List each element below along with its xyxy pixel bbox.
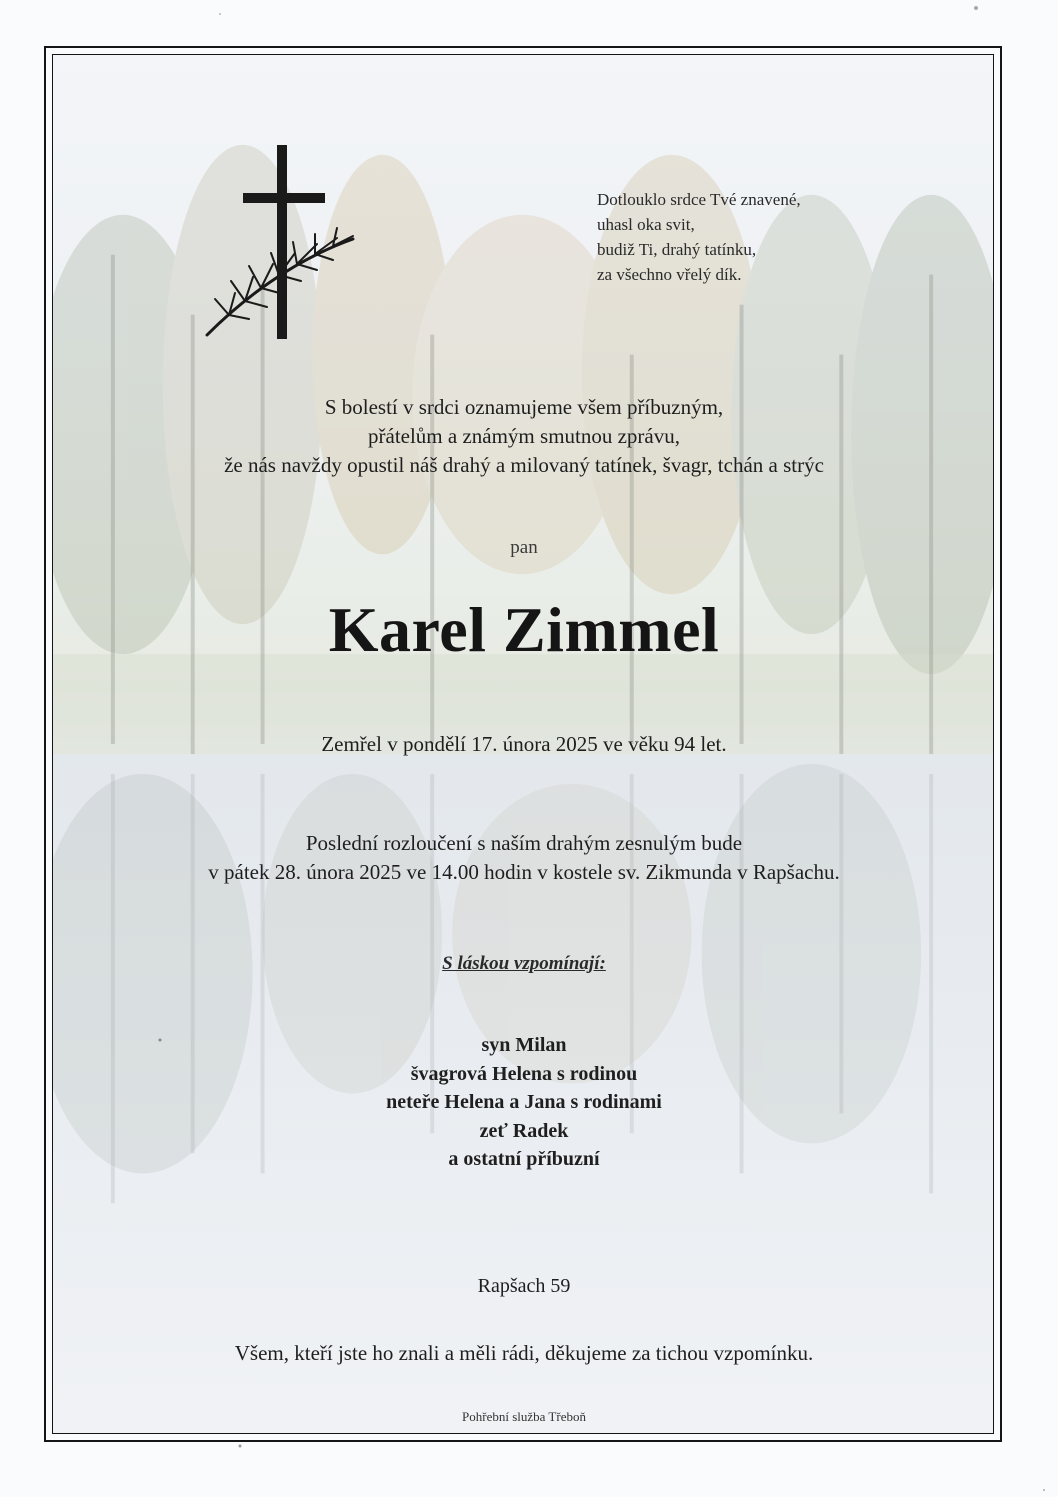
mourners-list bbox=[53, 1031, 994, 1174]
cross-with-palm bbox=[201, 141, 361, 351]
mourner-item: zeť Radek bbox=[479, 1119, 569, 1142]
thanks-text: Všem, kteří jste ho znali a měli rádi, děkujeme za tichou vzpomínku. bbox=[234, 1341, 814, 1365]
death-notice: Zemřel v pondělí 17. února 2025 ve věku 94 let. bbox=[321, 732, 727, 756]
announcement-line: přátelům a známým smutnou zprávu, bbox=[368, 424, 680, 448]
verse-line: Dotlouklo srdce Tvé znavené, bbox=[597, 190, 801, 209]
mourner-item: švagrová Helena s rodinou bbox=[410, 1062, 638, 1085]
farewell-line: v pátek 28. února 2025 ve 14.00 hodin v kostele sv. Zikmunda v Rapšachu. bbox=[208, 860, 840, 884]
deceased-name: Karel Zimmel bbox=[328, 594, 720, 665]
announcement-line: že nás navždy opustil náš drahý a milovaný tatínek, švagr, tchán a strýc bbox=[224, 453, 824, 477]
mourners-heading: S láskou vzpomínají: bbox=[442, 953, 606, 974]
inner-frame bbox=[52, 54, 994, 1434]
memorial-verse bbox=[597, 187, 937, 287]
mourner-item: syn Milan bbox=[481, 1034, 567, 1056]
farewell-line: Poslední rozloučení s naším drahým zesnulým bude bbox=[305, 831, 743, 855]
mourner-item: a ostatní příbuzní bbox=[448, 1148, 600, 1170]
verse-line: budiž Ti, drahý tatínku, bbox=[597, 240, 757, 259]
verse-line: za všechno vřelý dík. bbox=[597, 265, 742, 284]
farewell-info bbox=[53, 829, 994, 887]
announcement-line: S bolestí v srdci oznamujeme všem příbuzným, bbox=[324, 395, 724, 419]
family-address: Rapšach 59 bbox=[477, 1275, 571, 1297]
announcement-text bbox=[53, 393, 994, 480]
verse-line: uhasl oka svit, bbox=[597, 215, 695, 234]
funeral-service-footer: Pohřební služba Třeboň bbox=[462, 1409, 586, 1424]
honorific: pan bbox=[510, 537, 538, 558]
cross-icon bbox=[243, 145, 325, 339]
mourner-item: neteře Helena a Jana s rodinami bbox=[386, 1091, 662, 1113]
